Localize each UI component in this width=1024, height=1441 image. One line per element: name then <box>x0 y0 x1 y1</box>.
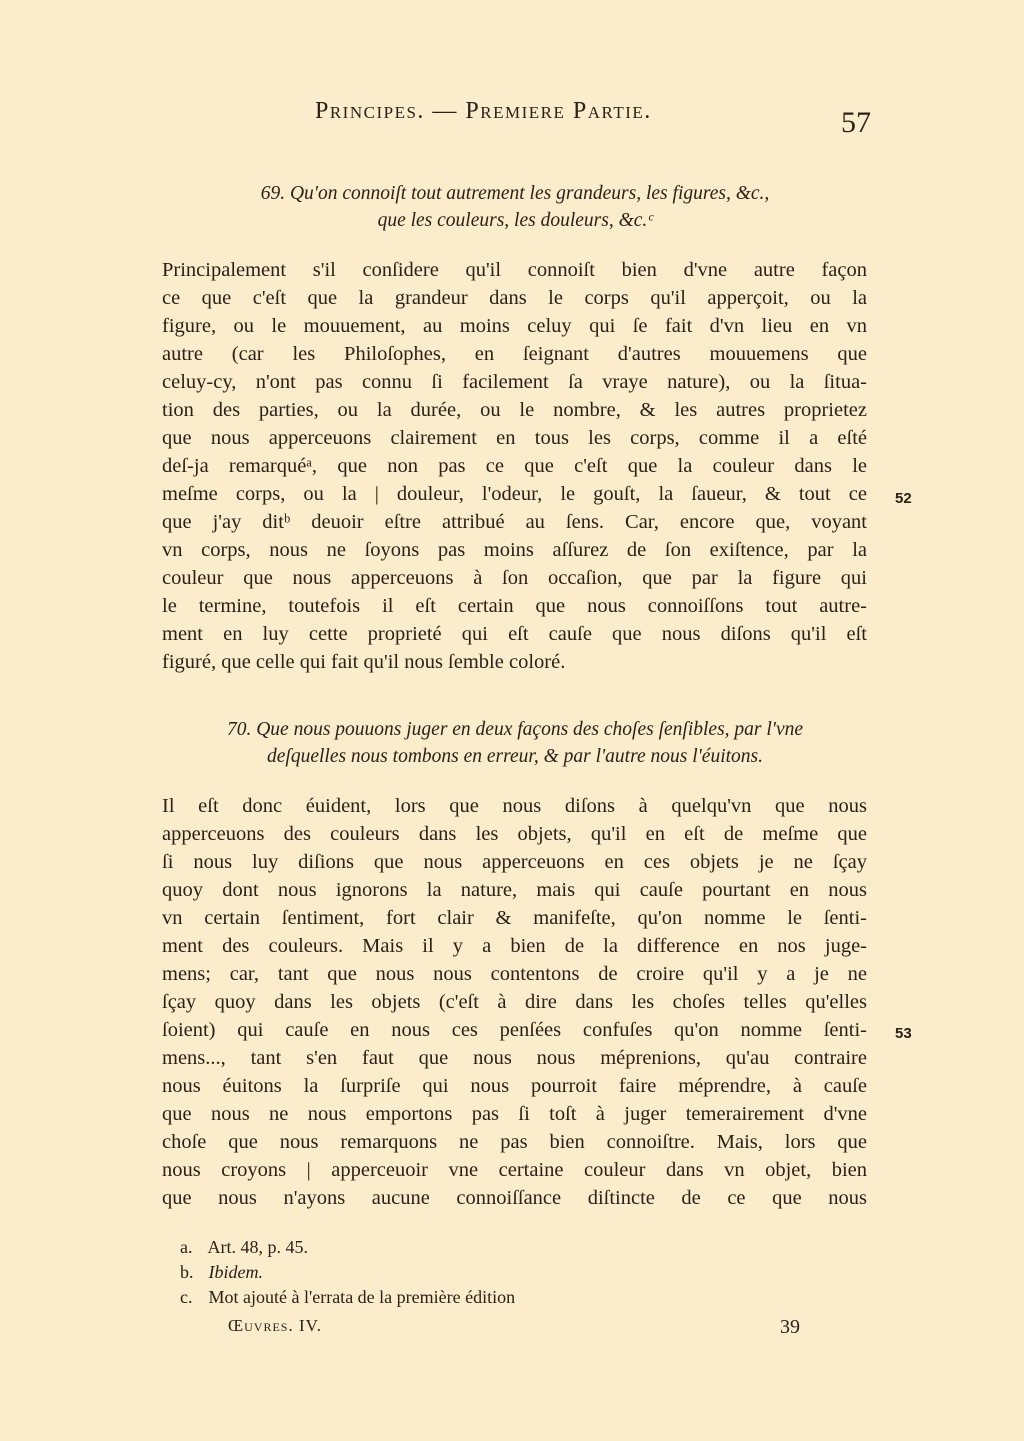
footnote-label: b. <box>180 1262 194 1282</box>
margin-page-number: 52 <box>895 490 912 507</box>
footnote <box>180 1285 515 1310</box>
section-body-70 <box>162 792 867 1212</box>
text-line: le termine, toutefois il eſt certain que nous connoiſſons tout autre- <box>162 595 867 617</box>
text-line: apperceuons des couleurs dans les objets, qu'il en eſt de meſme que <box>162 823 867 845</box>
running-head: Principes. — Premiere Partie. <box>315 98 652 124</box>
section-heading-70 <box>150 716 880 770</box>
text-line: mens; car, tant que nous nous contentons de croire qu'il y a je ne <box>162 963 867 985</box>
text-line: Principalement s'il conſidere qu'il connoiſt bien d'vne autre façon <box>162 259 867 281</box>
text-line: tion des parties, ou la durée, ou le nombre, & les autres proprietez <box>162 399 867 421</box>
text-line: autre (car les Philoſophes, en ſeignant d'autres mouuemens que <box>162 343 867 365</box>
text-line: ce que c'eſt que la grandeur dans le corps qu'il apperçoit, ou la <box>162 287 867 309</box>
footnote-text: Ibidem. <box>208 1262 263 1282</box>
text-line: nous éuitons la ſurpriſe qui nous pourroit faire méprendre, à cauſe <box>162 1075 867 1097</box>
text-line: meſme corps, ou la | douleur, l'odeur, le gouſt, la ſaueur, & tout ce <box>162 483 867 505</box>
heading-line: 69. Qu'on connoiſt tout autrement les grandeurs, les figures, &c., <box>260 183 770 204</box>
footnote <box>180 1260 515 1285</box>
text-line: celuy-cy, n'ont pas connu ſi facilement ſa vraye nature), ou la ſitua- <box>162 371 867 393</box>
text-line: choſe que nous remarquons ne pas bien connoiſtre. Mais, lors que <box>162 1131 867 1153</box>
text-line: vn corps, nous ne ſoyons pas moins aſſurez de ſon exiſtence, par la <box>162 539 867 561</box>
text-line: deſ-ja remarquéᵃ, que non pas ce que c'eſt que la couleur dans le <box>162 455 867 477</box>
margin-page-number: 53 <box>895 1025 912 1042</box>
text-line: figuré, que celle qui fait qu'il nous ſemble coloré. <box>162 651 566 673</box>
signature-label: Œuvres. IV. <box>228 1316 322 1335</box>
text-line: nous croyons | apperceuoir vne certaine couleur dans vn objet, bien <box>162 1159 867 1181</box>
text-line: vn certain ſentiment, fort clair & manifeſte, qu'on nomme le ſenti- <box>162 907 867 929</box>
text-line: ſi nous luy diſions que nous apperceuons en ces objets je ne ſçay <box>162 851 867 873</box>
text-line: que nous n'ayons aucune connoiſſance diſtincte de ce que nous <box>162 1187 867 1209</box>
text-line: quoy dont nous ignorons la nature, mais qui cauſe pourtant en nous <box>162 879 867 901</box>
heading-line: que les couleurs, les douleurs, &c.ᶜ <box>377 210 653 231</box>
heading-line: deſquelles nous tombons en erreur, & par l'autre nous l'éuitons. <box>267 746 763 767</box>
footnote-label: a. <box>180 1237 193 1257</box>
footnote-label: c. <box>180 1287 193 1307</box>
text-line: que nous apperceuons clairement en tous les corps, comme il a eſté <box>162 427 867 449</box>
page-number: 57 <box>841 106 871 139</box>
footnotes <box>180 1235 515 1310</box>
text-line: figure, ou le mouuement, au moins celuy qui ſe fait d'vn lieu en vn <box>162 315 867 337</box>
text-line: mens..., tant s'en faut que nous nous méprenions, qu'au contraire <box>162 1047 867 1069</box>
text-line: ſoient) qui cauſe en nous ces penſées confuſes qu'on nomme ſenti- <box>162 1019 867 1041</box>
heading-line: 70. Que nous pouuons juger en deux façons des choſes ſenſibles, par l'vne <box>226 719 804 740</box>
text-line: que j'ay ditᵇ deuoir eſtre attribué au ſens. Car, encore que, voyant <box>162 511 867 533</box>
section-heading-69 <box>150 180 880 234</box>
section-body-69 <box>162 256 867 676</box>
footnote-text: Mot ajouté à l'errata de la première édition <box>208 1287 516 1307</box>
text-line: ment en luy cette proprieté qui eſt cauſe que nous diſons qu'il eſt <box>162 623 867 645</box>
text-line: que nous ne nous emportons pas ſi toſt à juger temerairement d'vne <box>162 1103 867 1125</box>
text-line: couleur que nous apperceuons à ſon occaſion, que par la figure qui <box>162 567 867 589</box>
signature-number: 39 <box>780 1316 800 1338</box>
footnote-text: Art. 48, p. 45. <box>207 1237 309 1257</box>
text-line: ſçay quoy dans les objets (c'eſt à dire dans les choſes telles qu'elles <box>162 991 867 1013</box>
text-line: ment des couleurs. Mais il y a bien de la difference en nos juge- <box>162 935 867 957</box>
text-line: Il eſt donc éuident, lors que nous diſons à quelqu'vn que nous <box>162 795 867 817</box>
footnote <box>180 1235 515 1260</box>
